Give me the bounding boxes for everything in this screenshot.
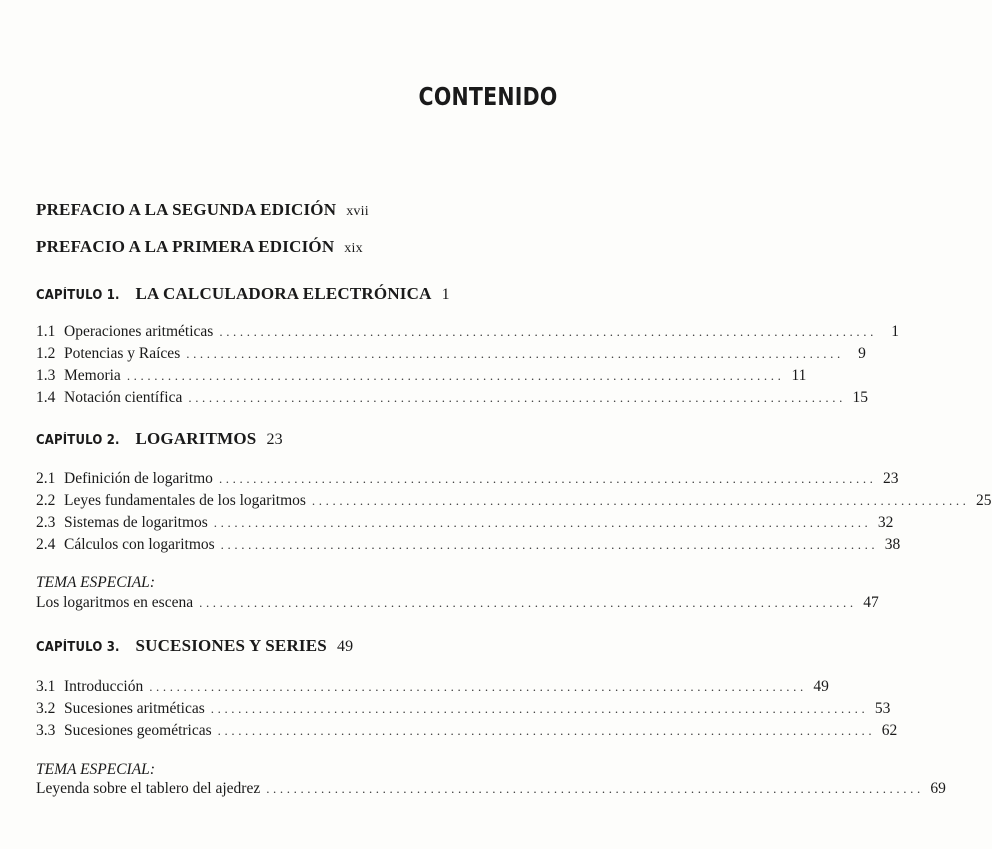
toc-entry bbox=[36, 514, 894, 535]
chapter-label: CAPÍTULO 2. bbox=[36, 433, 120, 448]
section-title: Sucesiones geométricas bbox=[64, 722, 212, 739]
section-page: 32 bbox=[877, 514, 894, 531]
chapter-title: LA CALCULADORA ELECTRÓNICA bbox=[135, 284, 432, 303]
section-title: Potencias y Raíces bbox=[64, 345, 181, 362]
toc-entry bbox=[36, 492, 992, 513]
toc-entry bbox=[36, 367, 807, 388]
chapter-label: CAPÍTULO 1. bbox=[36, 288, 120, 303]
toc-entry bbox=[36, 345, 866, 366]
chapter-page: 49 bbox=[336, 638, 354, 655]
special-label: TEMA ESPECIAL bbox=[36, 574, 150, 591]
dot-leader: ................................................................................................ bbox=[149, 679, 807, 694]
section-number: 1.2 bbox=[36, 345, 56, 362]
toc-entry-special bbox=[36, 594, 879, 615]
page-title: CONTENIDO bbox=[418, 82, 558, 111]
dot-leader: ................................................................................................ bbox=[218, 471, 877, 486]
special-topic-label bbox=[36, 574, 155, 592]
section-page: 9 bbox=[858, 345, 866, 362]
section-page: 53 bbox=[874, 700, 891, 717]
toc-entry bbox=[36, 470, 899, 491]
preface-label: PREFACIO A LA SEGUNDA EDICIÓN bbox=[36, 200, 337, 219]
special-colon: : bbox=[149, 761, 155, 778]
section-title: Notación científica bbox=[64, 389, 183, 406]
section-number: 1.1 bbox=[36, 323, 56, 340]
special-page: 47 bbox=[863, 594, 879, 611]
chapter-1-heading bbox=[36, 284, 450, 304]
section-title: Leyes fundamentales de los logaritmos bbox=[64, 492, 306, 509]
dot-leader: ................................................................................................ bbox=[219, 324, 877, 339]
section-page: 49 bbox=[813, 678, 829, 695]
section-title: Sucesiones aritméticas bbox=[64, 700, 205, 717]
section-number: 3.2 bbox=[36, 700, 56, 717]
dot-leader: ................................................................................................ bbox=[199, 595, 857, 610]
dot-leader: ................................................................................................ bbox=[210, 701, 869, 716]
section-number: 1.4 bbox=[36, 389, 56, 406]
preface-second-edition bbox=[36, 200, 369, 220]
preface-first-edition bbox=[36, 237, 363, 257]
section-page: 15 bbox=[852, 389, 868, 406]
section-page: 1 bbox=[891, 323, 899, 340]
preface-page: xix bbox=[344, 241, 363, 256]
dot-leader: ................................................................................................ bbox=[220, 537, 879, 552]
section-page: 25 bbox=[976, 492, 992, 509]
dot-leader: ................................................................................................ bbox=[311, 493, 970, 508]
chapter-2-heading bbox=[36, 429, 283, 449]
section-title: Definición de logaritmo bbox=[64, 470, 213, 487]
section-page: 11 bbox=[791, 367, 807, 384]
dot-leader: ................................................................................................ bbox=[186, 346, 844, 361]
dot-leader: ................................................................................................ bbox=[213, 515, 872, 530]
section-number: 3.3 bbox=[36, 722, 56, 739]
toc-entry bbox=[36, 722, 898, 743]
chapter-label: CAPÍTULO 3. bbox=[36, 640, 120, 655]
toc-entry bbox=[36, 389, 868, 410]
section-title: Operaciones aritméticas bbox=[64, 323, 214, 340]
section-number: 2.2 bbox=[36, 492, 56, 509]
toc-entry bbox=[36, 700, 891, 721]
special-label: TEMA ESPECIAL bbox=[36, 761, 150, 778]
chapter-page: 1 bbox=[441, 286, 450, 303]
toc-entry bbox=[36, 536, 901, 557]
dot-leader: ................................................................................................ bbox=[188, 390, 846, 405]
special-title: Los logaritmos en escena bbox=[36, 594, 194, 611]
section-number: 1.3 bbox=[36, 367, 56, 384]
section-title: Sistemas de logaritmos bbox=[64, 514, 208, 531]
special-page: 69 bbox=[930, 780, 946, 797]
preface-page: xvii bbox=[346, 204, 369, 219]
toc-entry-special bbox=[36, 780, 946, 801]
special-topic-label bbox=[36, 761, 155, 779]
chapter-3-heading bbox=[36, 636, 353, 656]
chapter-title: LOGARITMOS bbox=[135, 429, 257, 448]
chapter-page: 23 bbox=[266, 431, 283, 448]
special-colon: : bbox=[149, 574, 155, 591]
chapter-title: SUCESIONES Y SERIES bbox=[135, 636, 327, 655]
toc-entry bbox=[36, 323, 899, 344]
section-page: 23 bbox=[883, 470, 899, 487]
section-number: 3.1 bbox=[36, 678, 56, 695]
toc-entry bbox=[36, 678, 829, 699]
preface-label: PREFACIO A LA PRIMERA EDICIÓN bbox=[36, 237, 335, 256]
section-number: 2.4 bbox=[36, 536, 56, 553]
section-title: Cálculos con logaritmos bbox=[64, 536, 215, 553]
special-title: Leyenda sobre el tablero del ajedrez bbox=[36, 780, 261, 797]
section-number: 2.1 bbox=[36, 470, 56, 487]
dot-leader: ................................................................................................ bbox=[266, 781, 924, 796]
dot-leader: ................................................................................................ bbox=[126, 368, 785, 383]
dot-leader: ................................................................................................ bbox=[217, 723, 876, 738]
section-title: Memoria bbox=[64, 367, 121, 384]
section-page: 38 bbox=[884, 536, 901, 553]
section-title: Introducción bbox=[64, 678, 144, 695]
section-page: 62 bbox=[881, 722, 898, 739]
section-number: 2.3 bbox=[36, 514, 56, 531]
